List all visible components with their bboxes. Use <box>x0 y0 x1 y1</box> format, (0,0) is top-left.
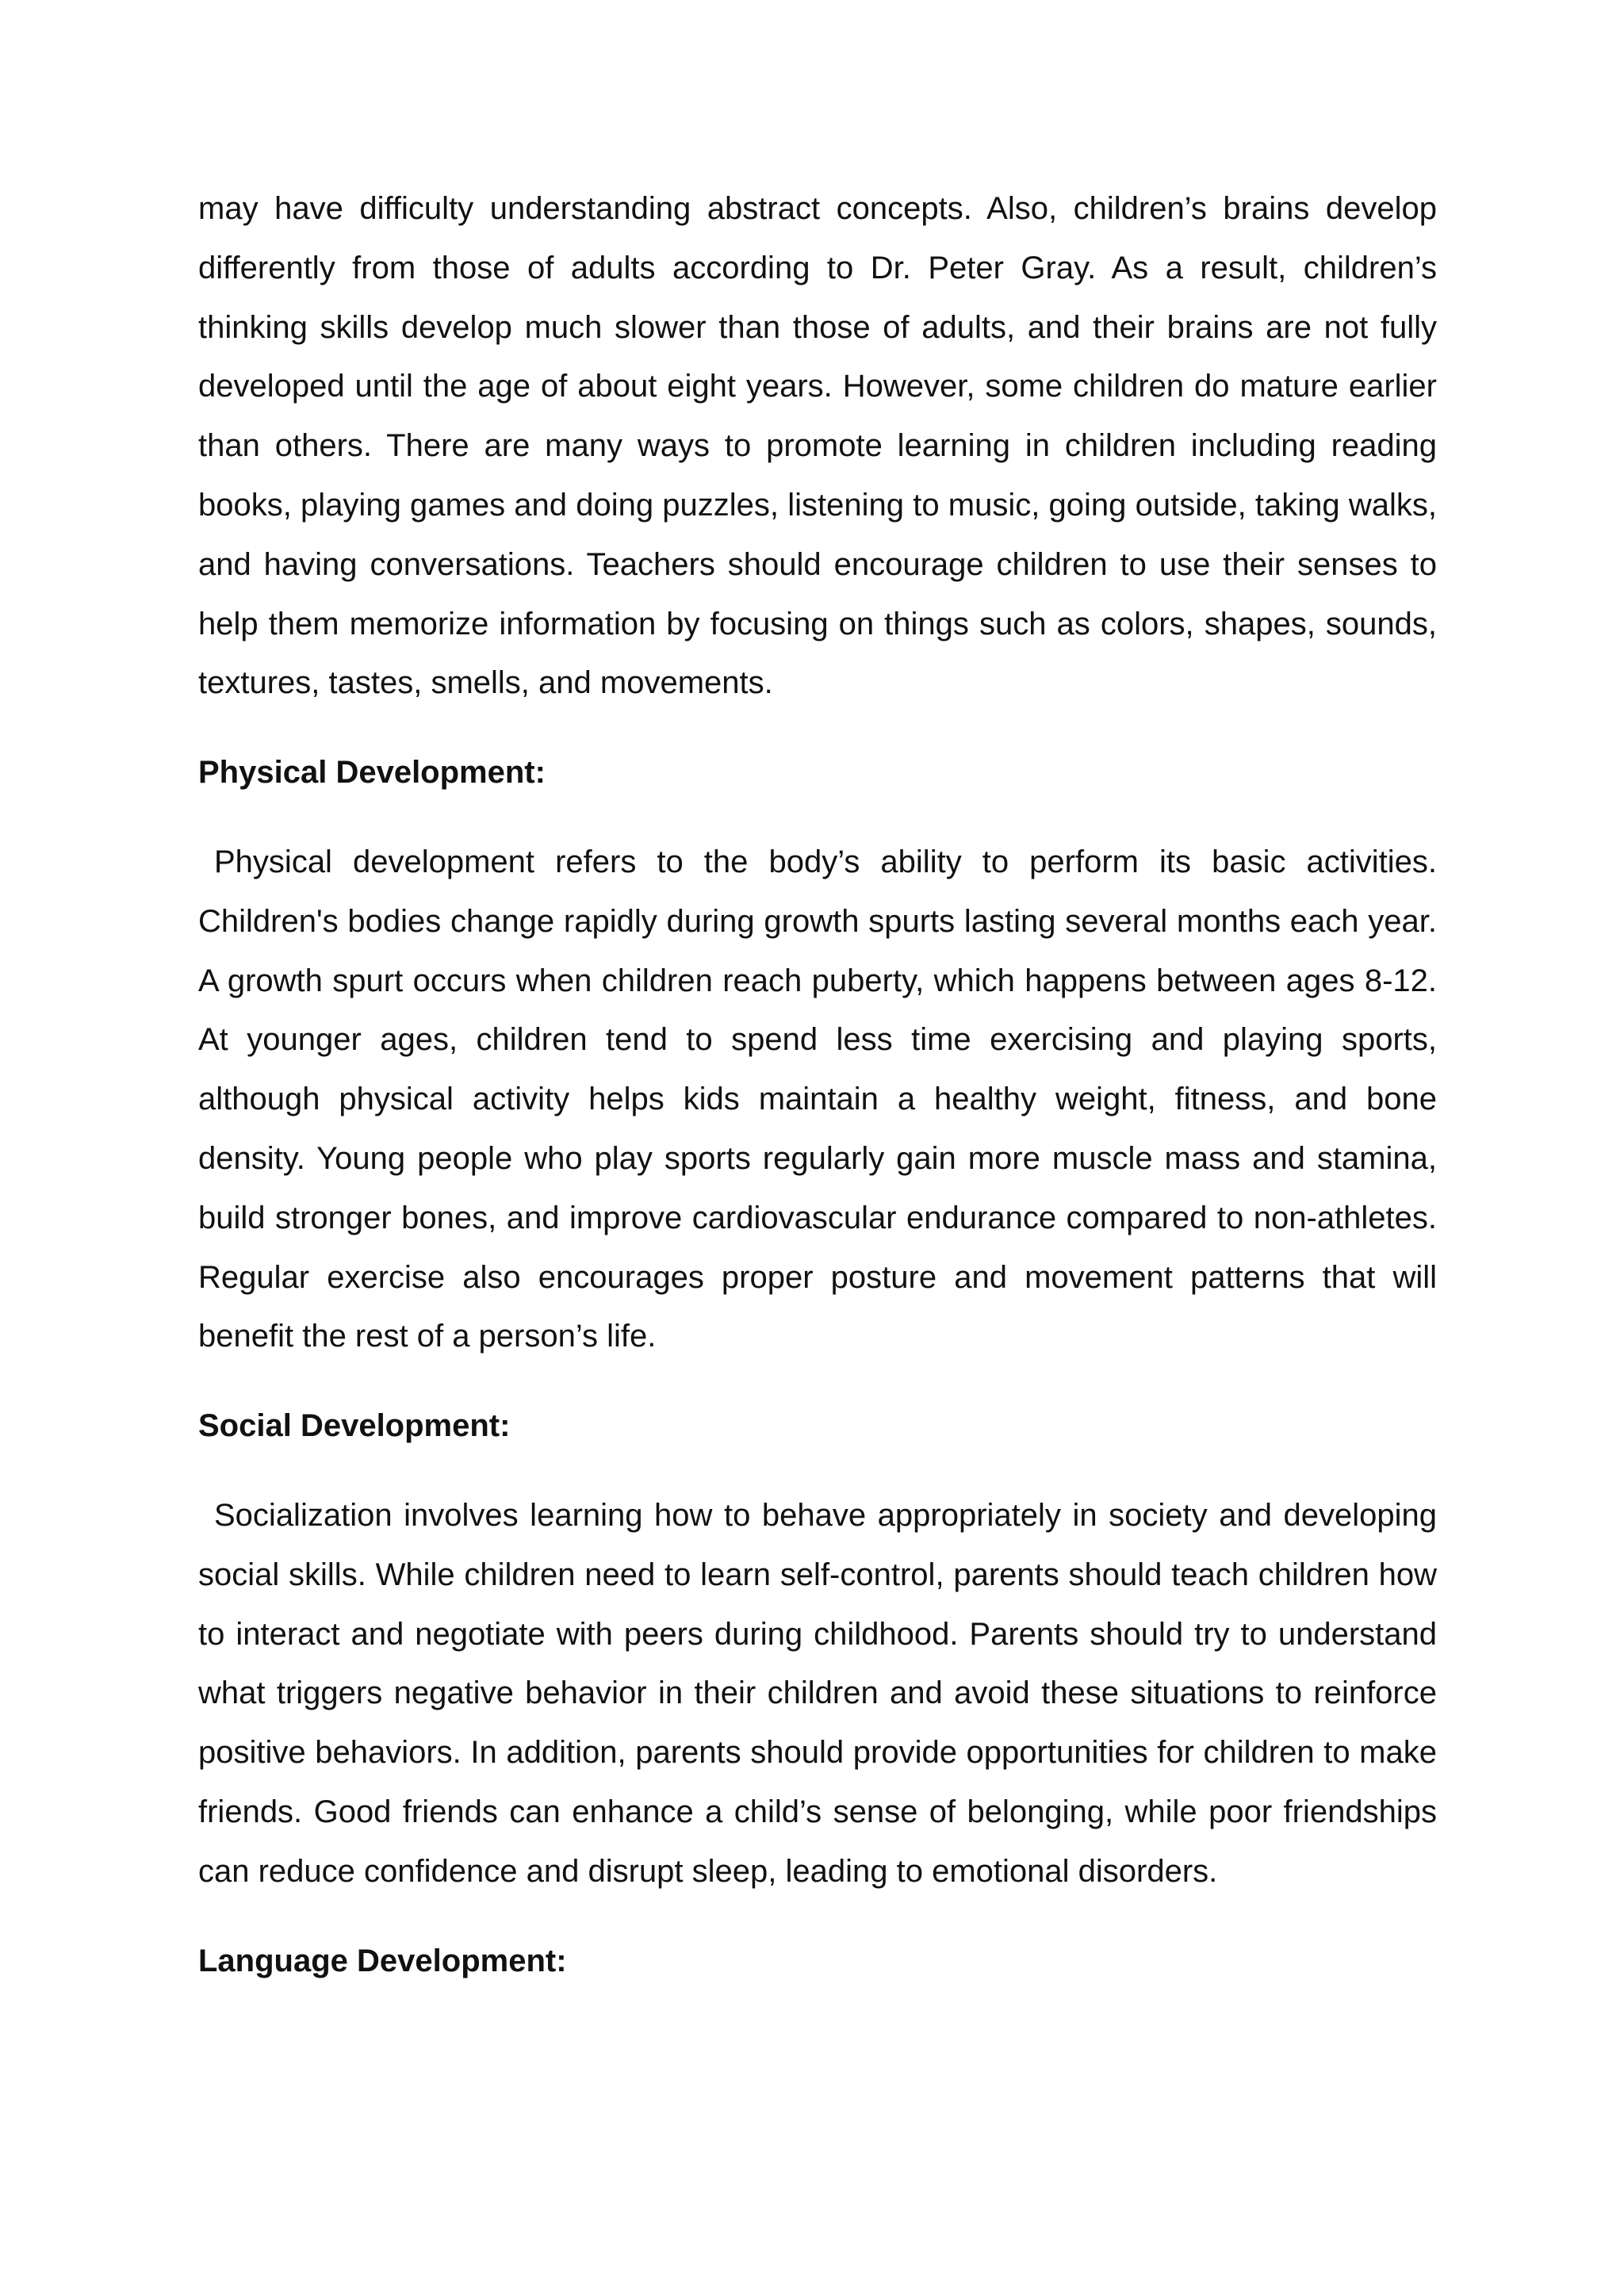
heading-social-development: Social Development: <box>198 1408 511 1444</box>
paragraph-cognitive-continued: may have difficulty understanding abstract concepts. Also, children’s brains develop differently from those of adults according to Dr. Peter Gray. As a result, children’s thinking skills develop much slower than those of adults, and their brains are not fully developed until the age of about eight years. However, some children do mature earlier than others. There are many ways to promote learning in children including reading books, playing games and doing puzzles, listening to music, going outside, taking walks, and having conversations. Teachers should encourage children to use their senses to help them memorize information by focusing on things such as colors, shapes, sounds, textures, tastes, smells, and movements. <box>198 191 1437 701</box>
heading-physical-development: Physical Development: <box>198 755 546 791</box>
document-body <box>198 179 1437 1990</box>
paragraph-physical-development: Physical development refers to the body’s ability to perform its basic activities. Children's bodies change rapidly during growth spurts lasting several months each year. A growth spurt occurs when children reach puberty, which happens between ages 8-12. At younger ages, children tend to spend less time exercising and playing sports, although physical activity helps kids maintain a healthy weight, fitness, and bone density. Young people who play sports regularly gain more muscle mass and stamina, build stronger bones, and improve cardiovascular endurance compared to non-athletes. Regular exercise also encourages proper posture and movement patterns that will benefit the rest of a person’s life. <box>198 844 1437 1354</box>
heading-language-development: Language Development: <box>198 1943 567 1978</box>
paragraph-social-development: Socialization involves learning how to behave appropriately in society and developing social skills. While children need to learn self-control, parents should teach children how to interact and negotiate with peers during childhood. Parents should try to understand what triggers negative behavior in their children and avoid these situations to reinforce positive behaviors. In addition, parents should provide opportunities for children to make friends. Good friends can enhance a child’s sense of belonging, while poor friendships can reduce confidence and disrupt sleep, leading to emotional disorders. <box>198 1497 1437 1889</box>
